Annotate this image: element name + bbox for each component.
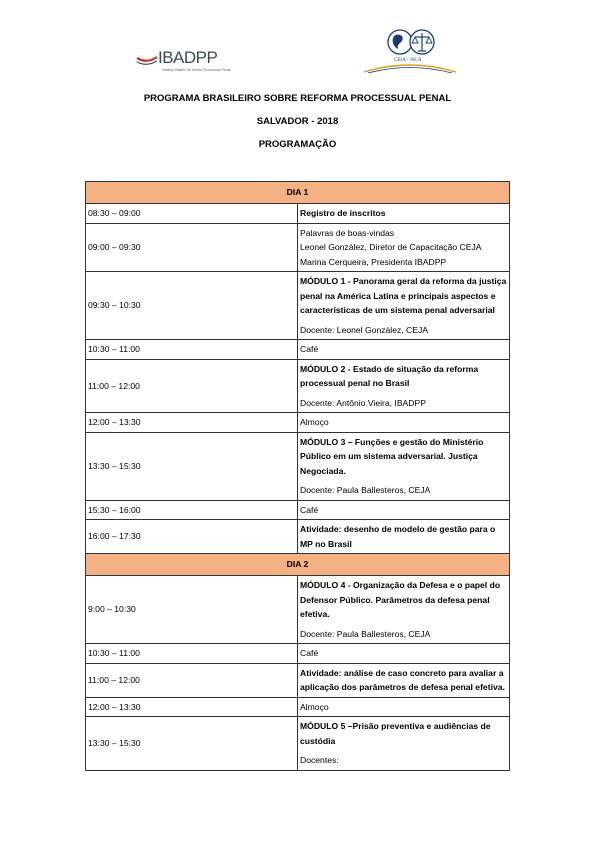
session-activity [298, 576, 510, 644]
session-time: 09:30 – 10:30 [86, 272, 298, 340]
session-activity [298, 272, 510, 340]
day-header: DIA 1 [86, 182, 510, 204]
session-time: 9:00 – 10:30 [86, 576, 298, 644]
schedule-row [86, 576, 510, 644]
session-activity [298, 223, 510, 272]
session-activity [298, 697, 510, 717]
session-detail: Docentes: [300, 755, 339, 765]
schedule-body [86, 182, 510, 771]
session-activity [298, 644, 510, 664]
session-detail: Café [300, 344, 319, 354]
session-detail: Palavras de boas-vindas [300, 227, 395, 238]
session-detail: Docente: Paula Ballesteros, CEJA [300, 628, 431, 639]
session-detail: Docente: Paula Ballesteros, CEJA [300, 485, 431, 495]
session-time: 16:00 – 17:30 [86, 520, 298, 554]
ibadpp-logo-tagline: Instituto Baiano de Direito Processual Penal [162, 68, 231, 72]
schedule-row [86, 663, 510, 697]
session-detail: Docente: Leonel González, CEJA [300, 324, 429, 335]
session-detail: Docente: Antônio Vieira, IBADPP [300, 397, 426, 408]
session-time: 10:30 – 11:00 [86, 340, 298, 360]
day-header: DIA 2 [86, 554, 510, 576]
day-header-row [86, 182, 510, 204]
schedule-row [86, 413, 510, 433]
schedule-row [86, 359, 510, 413]
session-title: Atividade: desenho de modelo de gestão para o MP no Brasil [300, 524, 496, 549]
session-activity [298, 717, 510, 771]
session-time: 15:30 – 16:00 [86, 500, 298, 520]
session-activity [298, 204, 510, 224]
session-time: 09:00 – 09:30 [86, 223, 298, 272]
session-title: MÓDULO 2 - Estado de situação da reforma processual penal no Brasil [300, 363, 479, 388]
ibadpp-logo-name: IBADPP [158, 48, 218, 67]
day-header-row [86, 554, 510, 576]
session-time: 11:00 – 12:00 [86, 663, 298, 697]
session-detail: Leonel González, Diretor de Capacitação CEJA [300, 242, 482, 252]
session-time: 13:30 – 15:30 [86, 717, 298, 771]
session-title: MÓDULO 5 –Prisão preventiva e audiências de custódia [300, 721, 491, 746]
session-time: 13:30 – 15:30 [86, 432, 298, 500]
ibadpp-logo [136, 48, 236, 76]
session-time: 08:30 – 09:00 [86, 204, 298, 224]
session-title: Registro de inscritos [300, 208, 386, 218]
session-activity [298, 432, 510, 500]
session-detail: Marina Cerqueira, Presidenta IBADPP [300, 256, 447, 267]
session-detail: Café [300, 648, 319, 658]
session-time: 10:30 – 11:00 [86, 644, 298, 664]
session-activity [298, 500, 510, 520]
session-detail: Almoço [300, 417, 329, 427]
session-activity [298, 340, 510, 360]
session-activity [298, 663, 510, 697]
session-detail: Café [300, 504, 319, 515]
schedule-table [85, 181, 510, 771]
program-title: PROGRAMA BRASILEIRO SOBRE REFORMA PROCESSUAL PENAL [143, 93, 452, 104]
schedule-row [86, 697, 510, 717]
program-location: SALVADOR - 2018 [256, 116, 339, 127]
session-title: Atividade: análise de caso concreto para avaliar a aplicação dos parâmetros de defesa penal efetiva. [300, 667, 505, 692]
schedule-row [86, 340, 510, 360]
ceja-globe-scales-icon [386, 28, 436, 56]
ceja-logo [362, 28, 458, 74]
session-time: 12:00 – 13:30 [86, 413, 298, 433]
schedule-row [86, 717, 510, 771]
ceja-logo-label: CEJA - JSCA [394, 58, 422, 63]
session-activity [298, 520, 510, 554]
schedule-row [86, 520, 510, 554]
session-activity [298, 413, 510, 433]
session-title: MÓDULO 4 - Organização da Defesa e o papel do Defensor Público. Parâmetros da defesa penal efetiva. [300, 580, 501, 619]
session-activity [298, 359, 510, 413]
schedule-row [86, 432, 510, 500]
schedule-row [86, 644, 510, 664]
session-title: MÓDULO 1 - Panorama geral da reforma da justiça penal na América Latina e principais aspectos e características de um sistema penal adversarial [300, 276, 507, 315]
schedule-row [86, 272, 510, 340]
schedule-row [86, 223, 510, 272]
session-time: 12:00 – 13:30 [86, 697, 298, 717]
ibadpp-swoosh-icon [136, 54, 158, 66]
session-title: MÓDULO 3 – Funções e gestão do Ministério Público em um sistema adversarial. Justiça Negociada. [300, 436, 484, 476]
ceja-arc-icon [362, 56, 458, 74]
session-time: 11:00 – 12:00 [86, 359, 298, 413]
section-title: PROGRAMAÇÃO [258, 139, 337, 150]
session-detail: Almoço [300, 701, 329, 712]
schedule-row [86, 204, 510, 224]
schedule-row [86, 500, 510, 520]
